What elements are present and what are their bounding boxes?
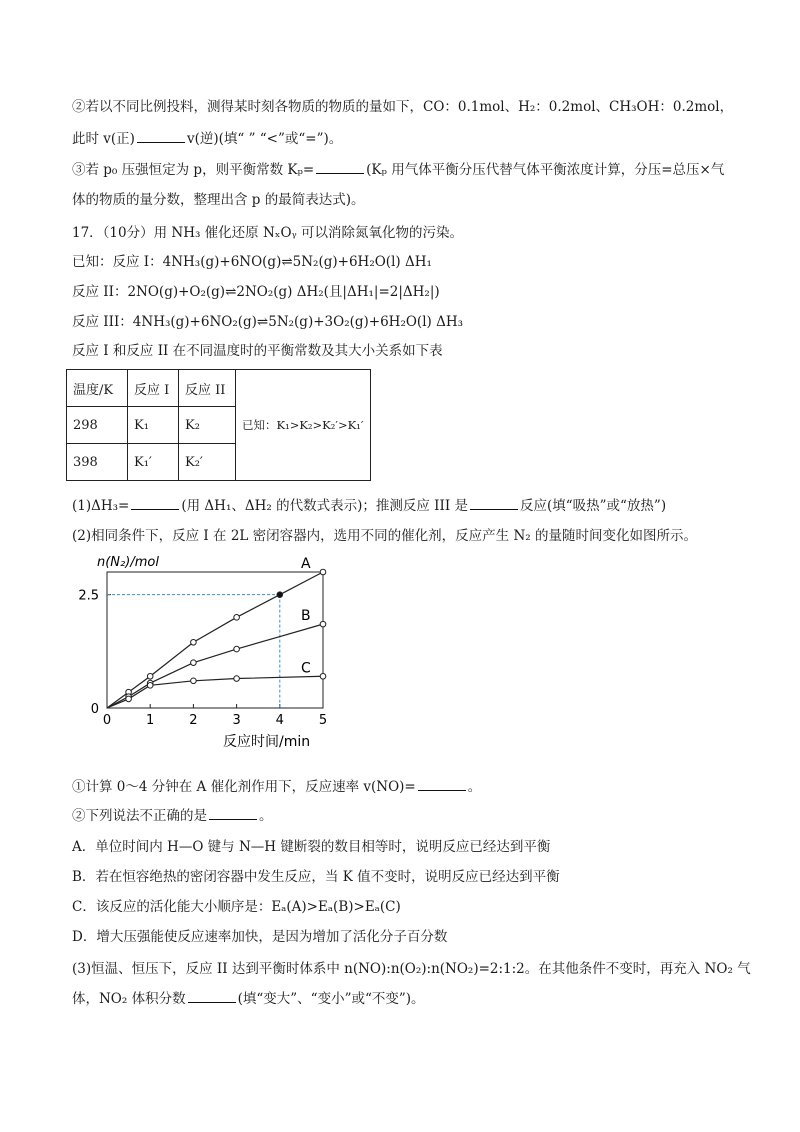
q2-line2	[72, 130, 342, 148]
problem-17-title: 17．（10分）用 NH₃ 催化还原 NₓOᵧ 可以消除氮氧化物的污染。	[72, 225, 463, 241]
y-tick-label: 0	[90, 702, 99, 717]
part1-pre: (1)ΔH₃=	[72, 498, 130, 514]
answer-blank[interactable]	[418, 778, 466, 791]
part3-line1: (3)恒温、恒压下，反应 II 达到平衡时体系中 n(NO):n(O₂):n(NO₂)=2:1:2。在其他条件不变时，再充入 NO₂ 气	[72, 961, 751, 977]
data-point	[277, 592, 283, 598]
table-intro: 反应 I 和反应 II 在不同温度时的平衡常数及其大小关系如下表	[72, 343, 443, 359]
answer-blank[interactable]	[470, 497, 518, 510]
q3-line1-post: (Kₚ 用气体平衡分压代替气体平衡浓度计算，分压=总压×气	[366, 162, 725, 178]
plot-frame	[107, 572, 323, 708]
q3-line2: 体的物质的量分数，整理出含 p 的最简表达式)。	[72, 192, 365, 208]
equilibrium-table	[66, 369, 371, 481]
part1-mid: (用 ΔH₁、ΔH₂ 的代数式表示)；推测反应 III 是	[181, 498, 468, 514]
q2-line2-post: v(逆)(填“ ” “<”或“=”)。	[186, 131, 343, 147]
answer-blank[interactable]	[137, 130, 185, 143]
table-note: 已知：K₁>K₂>K₂′>K₁′	[236, 370, 371, 481]
series-label: C	[301, 660, 311, 677]
part2-q2-pre: ②下列说法不正确的是	[72, 808, 207, 824]
table-cell: K₂	[179, 407, 236, 444]
x-tick-label: 0	[102, 713, 112, 728]
q3-line1	[72, 161, 724, 179]
header-cell: 反应 I	[128, 370, 179, 407]
table-cell: 398	[67, 444, 128, 481]
part2-q1-pre: ①计算 0～4 分钟在 A 催化剂作用下，反应速率 v(NO)=	[72, 779, 416, 795]
table-cell: K₁′	[128, 444, 179, 481]
x-tick-label: 5	[318, 713, 328, 728]
data-point	[234, 676, 240, 682]
part2-q2	[72, 807, 273, 825]
data-point	[147, 673, 153, 679]
data-point	[126, 696, 132, 702]
answer-blank[interactable]	[131, 497, 179, 510]
q2-line2-pre: 此时 v(正)	[72, 131, 135, 147]
data-point	[147, 683, 153, 689]
series-label: B	[301, 608, 311, 625]
series-line-B	[107, 624, 323, 708]
n2-time-chart	[75, 546, 335, 752]
answer-blank[interactable]	[316, 161, 364, 174]
option-b: B．若在恒容绝热的密闭容器中发生反应，当 K 值不变时，说明反应已经达到平衡	[72, 869, 560, 885]
answer-blank[interactable]	[188, 990, 236, 1003]
answer-blank[interactable]	[209, 807, 257, 820]
x-tick-label: 4	[275, 713, 284, 728]
option-a: A．单位时间内 H—O 键与 N—H 键断裂的数目相等时，说明反应已经达到平衡	[72, 839, 551, 855]
x-axis-label: 反应时间/min	[223, 734, 311, 750]
part2-q1-post: 。	[467, 779, 482, 795]
data-point	[320, 621, 326, 627]
q2-line1: ②若以不同比例投料，测得某时刻各物质的物质的量如下，CO：0.1mol、H₂：0.2mol、CH₃OH：0.2mol，	[72, 99, 734, 115]
part2-q1	[72, 778, 481, 796]
x-tick-label: 2	[189, 713, 198, 728]
part3-line2-pre: 体，NO₂ 体积分数	[72, 991, 186, 1007]
data-point	[234, 615, 240, 621]
part1-post: 反应(填“吸热”或“放热”)	[519, 498, 667, 514]
data-point	[320, 673, 326, 679]
table-cell: 298	[67, 407, 128, 444]
data-point	[234, 646, 240, 652]
header-cell: 反应 II	[179, 370, 236, 407]
data-point	[320, 569, 326, 575]
header-cell: 温度/K	[67, 370, 128, 407]
table-header-row	[67, 370, 371, 407]
known-reaction-1: 已知：反应 I：4NH₃(g)+6NO(g)⇌5N₂(g)+6H₂O(l) ΔH₁	[72, 254, 432, 270]
part2-line: (2)相同条件下，反应 I 在 2L 密闭容器内，选用不同的催化剂，反应产生 N₂ 的量随时间变化如图所示。	[72, 528, 697, 544]
known-reaction-2: 反应 II：2NO(g)+O₂(g)⇌2NO₂(g) ΔH₂(且|ΔH₁|=2|ΔH₂|)	[72, 284, 440, 300]
data-point	[191, 660, 197, 666]
option-d: D．增大压强能使反应速率加快，是因为增加了活化分子百分数	[72, 929, 448, 945]
q3-line1-pre: ③若 p₀ 压强恒定为 p，则平衡常数 Kₚ=	[72, 162, 315, 178]
series-label: A	[301, 556, 311, 572]
part1-line	[72, 497, 666, 515]
x-tick-label: 3	[232, 713, 241, 728]
part3-line2	[72, 990, 425, 1008]
data-point	[191, 639, 197, 645]
series-line-A	[107, 572, 323, 708]
y-tick-label: 2.5	[78, 588, 99, 604]
known-reaction-3: 反应 III：4NH₃(g)+6NO₂(g)⇌5N₂(g)+3O₂(g)+6H₂O(l) ΔH₃	[72, 314, 464, 330]
x-tick-label: 1	[146, 713, 155, 728]
option-c: C．该反应的活化能大小顺序是：Eₐ(A)>Eₐ(B)>Eₐ(C)	[72, 899, 401, 915]
part2-q2-post: 。	[259, 808, 273, 824]
part3-line2-post: (填“变大”、“变小”或“不变”)。	[237, 991, 425, 1007]
table-cell: K₂′	[179, 444, 236, 481]
y-axis-label: n(N₂)/mol	[97, 555, 159, 570]
data-point	[191, 678, 197, 684]
table-cell: K₁	[128, 407, 179, 444]
series-line-C	[107, 676, 323, 708]
